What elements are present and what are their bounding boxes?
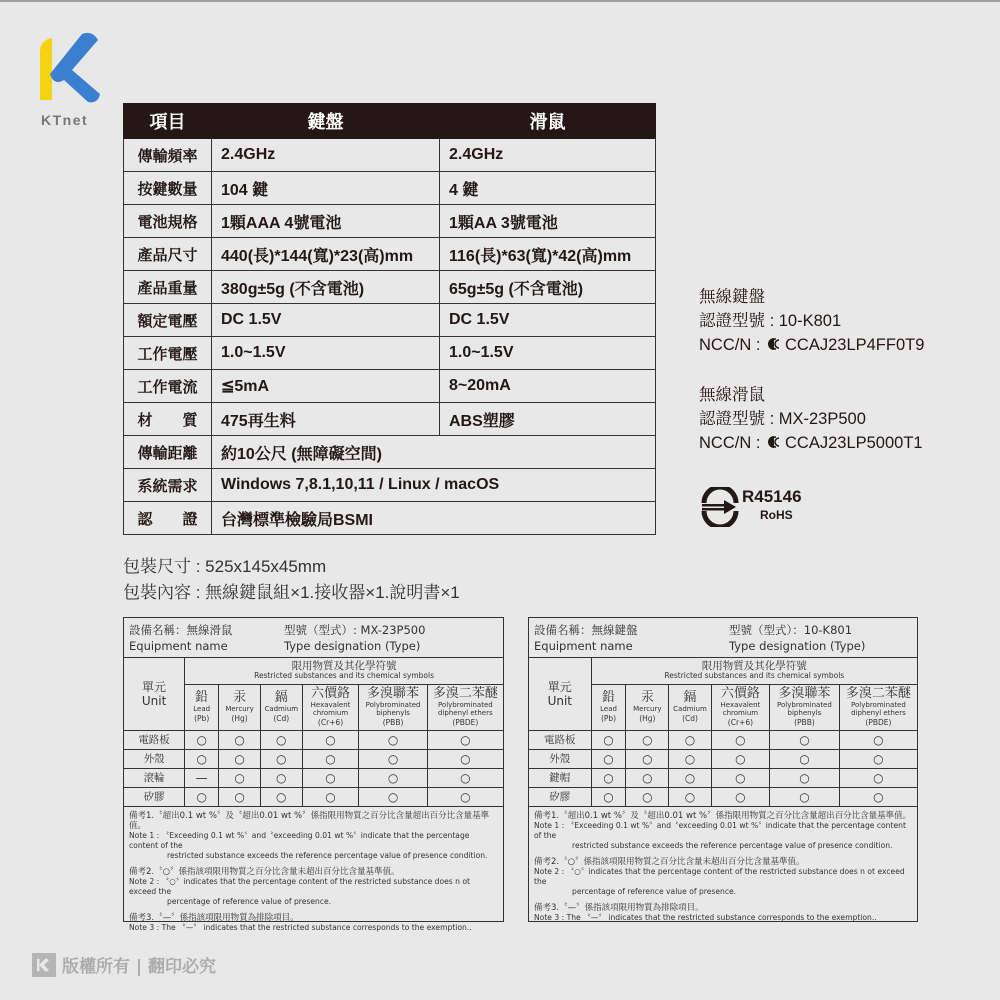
spec-mouse-value: 8~20mA [440, 370, 656, 403]
ncc-mark-icon [765, 435, 783, 449]
equipment-name-en: Equipment name [129, 639, 228, 653]
substance-en: Hexavalent chromium [720, 700, 761, 717]
rohs-mark: ○ [626, 768, 669, 787]
rohs-mark: ○ [427, 787, 503, 806]
rohs-mark: ○ [711, 730, 769, 749]
rohs-mark: ○ [185, 730, 219, 749]
footer-copyright [32, 952, 216, 977]
spec-keyboard-value: 380g±5g (不含電池) [212, 271, 440, 304]
rohs-mark: ○ [302, 787, 359, 806]
mouse-ncc-code: CCAJ23LP5000T1 [785, 434, 923, 452]
restricted-title [591, 658, 917, 684]
rohs-equipment-header [124, 618, 503, 658]
substance-en: Polybrominated biphenyls [365, 700, 421, 717]
restricted-title-cn: 限用物質及其化學符號 [291, 659, 397, 672]
substance-header [626, 684, 669, 730]
substance-cn: 汞 [640, 689, 654, 705]
spec-keyboard-value: DC 1.5V [212, 304, 440, 337]
spec-merged-value: 台灣標準檢驗局BSMI [212, 502, 656, 535]
mouse-cert-title: 無線滑鼠 [699, 386, 765, 404]
rohs-label: RoHS [760, 508, 793, 522]
rohs-mark: ○ [219, 787, 261, 806]
note1-en-cont: restricted substance exceeds the reference percentage value of presence condition. [572, 840, 893, 850]
bsmi-mark-icon [700, 487, 740, 527]
rohs-mark: ○ [839, 787, 917, 806]
substance-symbol: (Cr+6) [727, 717, 754, 727]
spec-mouse-value: 4 鍵 [440, 172, 656, 205]
header-item: 項目 [124, 104, 212, 139]
note2-cn: 備考2.〝○〞係指該項限用物質之百分比含量未超出百分比含量基準值。 [129, 866, 400, 877]
substance-symbol: (PBB) [382, 717, 404, 727]
note1-en: Note 1 : 〝Exceeding 0.1 wt %〞and〝exceeding 0.01 wt %〞indicate that the percentage content of the [534, 820, 906, 840]
k-logo-icon [32, 953, 56, 977]
note1-en: Note 1 : 〝Exceeding 0.1 wt %〞and〝exceeding 0.01 wt %〞indicate that the percentage content of the [129, 830, 470, 850]
substance-cn: 鎘 [683, 689, 697, 705]
substance-cn: 多溴二苯醚 [845, 685, 911, 701]
substance-en: Polybrominated biphenyls [777, 700, 832, 717]
note1-cn: 備考1.〝超出0.1 wt %〞及〝超出0.01 wt %〞係指限用物質之百分比含量超出百分比含量基準值。 [129, 810, 490, 831]
substance-header [669, 684, 712, 730]
spec-mouse-value: 1.0~1.5V [440, 337, 656, 370]
rohs-mark: ○ [427, 749, 503, 768]
spec-keyboard-value: 104 鍵 [212, 172, 440, 205]
restricted-title-en: Restricted substances and its chemical symbols [254, 670, 434, 680]
spec-row-merged [124, 436, 656, 469]
rohs-mark: ○ [185, 749, 219, 768]
rohs-row [529, 768, 917, 787]
spec-keyboard-value: 2.4GHz [212, 139, 440, 172]
rohs-substance-table [529, 658, 917, 807]
substance-header [770, 684, 840, 730]
unit-en: Unit [547, 693, 572, 708]
substance-symbol: (PBDE) [452, 717, 479, 727]
spec-label: 產品重量 [124, 271, 212, 304]
brand-name: KTnet [41, 112, 89, 128]
substance-header [359, 684, 427, 730]
spec-label: 系統需求 [124, 469, 212, 502]
substance-symbol: (Cr+6) [317, 717, 344, 727]
rohs-row [124, 749, 503, 768]
spec-header-row [124, 104, 656, 139]
top-border [0, 0, 1000, 2]
package-size: 包裝尺寸 : 525x145x45mm [123, 557, 327, 576]
mouse-cert-info [699, 383, 923, 455]
rohs-mark: — [185, 768, 219, 787]
note1-en-cont: restricted substance exceeds the reference percentage value of presence condition. [167, 850, 488, 860]
rohs-mark: ○ [626, 787, 669, 806]
unit-cn: 單元 [142, 679, 167, 694]
rohs-mark: ○ [770, 768, 840, 787]
ktnet-logo-icon [36, 30, 106, 105]
note3-cn: 備考3.〝—〞係指該項限用物質為排除項目。 [129, 912, 299, 923]
mouse-ncc [699, 431, 923, 455]
rohs-unit-label: 矽膠 [124, 787, 185, 806]
substance-en: Hexavalent chromium [310, 700, 351, 717]
rohs-mark: ○ [359, 730, 427, 749]
ncc-prefix: NCC/N : [699, 336, 765, 354]
package-contents: 包裝內容 : 無線鍵鼠組×1.接收器×1.說明書×1 [123, 583, 460, 602]
rohs-mark: ○ [669, 730, 712, 749]
spec-mouse-value: 1顆AA 3號電池 [440, 205, 656, 238]
substance-en: Cadmium [264, 704, 299, 713]
keyboard-cert-info [699, 285, 924, 357]
spec-merged-value: 約10公尺 (無障礙空間) [212, 436, 656, 469]
spec-label: 傳輸距離 [124, 436, 212, 469]
substance-en: Lead [193, 704, 211, 713]
rohs-mark: ○ [626, 730, 669, 749]
restricted-title-en: Restricted substances and its chemical symbols [664, 670, 845, 680]
note2-cn: 備考2.〝○〞係指該項限用物質之百分比含量未超出百分比含量基準值。 [534, 856, 805, 867]
rohs-notes [124, 807, 503, 937]
keyboard-ncc-code: CCAJ23LP4FF0T9 [785, 336, 925, 354]
spec-row [124, 172, 656, 205]
spec-label: 產品尺寸 [124, 238, 212, 271]
substance-symbol: (Cd) [273, 713, 290, 723]
rohs-mark: ○ [711, 749, 769, 768]
spec-label: 傳輸頻率 [124, 139, 212, 172]
restricted-title [185, 658, 503, 684]
header-mouse: 滑鼠 [440, 104, 656, 139]
rohs-mark: ○ [219, 768, 261, 787]
rohs-row [124, 768, 503, 787]
rohs-row [529, 787, 917, 806]
rohs-mark: ○ [185, 787, 219, 806]
spec-row [124, 403, 656, 436]
substance-cn: 六價鉻 [311, 685, 351, 701]
spec-mouse-value: ABS塑膠 [440, 403, 656, 436]
spec-row [124, 238, 656, 271]
spec-keyboard-value: 1顆AAA 4號電池 [212, 205, 440, 238]
mouse-cert-model: 認證型號 : MX-23P500 [699, 410, 866, 428]
keyboard-cert-title: 無線鍵盤 [699, 288, 765, 306]
bsmi-code: R45146 [742, 487, 802, 506]
spec-row [124, 205, 656, 238]
rohs-mark: ○ [302, 749, 359, 768]
substance-symbol: (Pb) [194, 713, 210, 723]
rohs-unit-label: 電路板 [124, 730, 185, 749]
rohs-mark: ○ [260, 768, 302, 787]
substance-en: Polybrominated diphenyl ethers [437, 700, 493, 717]
footer-text: 版權所有 | 翻印必究 [62, 957, 217, 977]
rohs-equipment-header [529, 618, 917, 658]
rohs-mark: ○ [626, 749, 669, 768]
spec-row-merged [124, 469, 656, 502]
spec-mouse-value: DC 1.5V [440, 304, 656, 337]
rohs-mark: ○ [359, 768, 427, 787]
rohs-mark: ○ [770, 749, 840, 768]
spec-mouse-value: 2.4GHz [440, 139, 656, 172]
header-keyboard: 鍵盤 [212, 104, 440, 139]
unit-en: Unit [141, 693, 167, 708]
spec-row [124, 337, 656, 370]
rohs-mark: ○ [770, 787, 840, 806]
rohs-unit-label: 滾輪 [124, 768, 185, 787]
type-designation-en: Type designation (Type) [729, 639, 866, 653]
substance-en: Lead [600, 704, 617, 713]
type-designation-cn: 型號（型式）：10-K801 [729, 623, 853, 637]
type-designation-cn: 型號（型式）: MX-23P500 [284, 623, 426, 637]
substance-header [260, 684, 302, 730]
spec-label: 按鍵數量 [124, 172, 212, 205]
rohs-mark: ○ [711, 787, 769, 806]
substance-symbol: (Pb) [600, 713, 617, 723]
substance-cn: 鉛 [195, 689, 209, 705]
rohs-mark: ○ [711, 768, 769, 787]
restricted-title-cn: 限用物質及其化學符號 [701, 659, 807, 672]
substance-cn: 鉛 [602, 689, 616, 705]
substance-cn: 多溴二苯醚 [432, 685, 498, 701]
rohs-mark: ○ [591, 787, 626, 806]
substance-header [427, 684, 503, 730]
substance-cn: 六價鉻 [720, 685, 760, 701]
spec-mouse-value: 116(長)*63(寬)*42(高)mm [440, 238, 656, 271]
rohs-mark: ○ [669, 787, 712, 806]
rohs-mark: ○ [770, 730, 840, 749]
substance-cn: 鎘 [274, 689, 288, 705]
rohs-mark: ○ [427, 768, 503, 787]
rohs-table-mouse [123, 617, 504, 932]
spec-keyboard-value: ≦5mA [212, 370, 440, 403]
unit-header [529, 658, 591, 730]
rohs-row [529, 730, 917, 749]
rohs-table-keyboard [528, 617, 918, 922]
note2-en-cont: percentage of reference value of presence. [572, 886, 737, 896]
note3-en: Note 3 : The 〝—〞 indicates that the restricted substance corresponds to the exemption.. [534, 912, 877, 922]
spec-label: 工作電壓 [124, 337, 212, 370]
substance-symbol: (Hg) [639, 713, 656, 723]
spec-row [124, 370, 656, 403]
substance-cn: 多溴聯苯 [778, 685, 831, 701]
spec-row [124, 271, 656, 304]
rohs-mark: ○ [839, 768, 917, 787]
equipment-name-cn: 設備名稱：無線滑鼠 [129, 623, 233, 637]
substance-cn: 汞 [233, 689, 247, 705]
rohs-mark: ○ [260, 749, 302, 768]
spec-keyboard-value: 1.0~1.5V [212, 337, 440, 370]
substance-cn: 多溴聯苯 [367, 685, 420, 701]
rohs-mark: ○ [591, 749, 626, 768]
spec-label: 工作電流 [124, 370, 212, 403]
rohs-row [124, 730, 503, 749]
substance-header [219, 684, 261, 730]
rohs-mark: ○ [260, 730, 302, 749]
substance-en: Mercury [633, 704, 662, 713]
rohs-unit-label: 矽膠 [529, 787, 591, 806]
spec-mouse-value: 65g±5g (不含電池) [440, 271, 656, 304]
substance-header [591, 684, 626, 730]
ncc-mark-icon [765, 337, 783, 351]
note2-en-cont: percentage of reference value of presence. [167, 896, 332, 906]
note3-cn: 備考3.〝—〞係指該項限用物質為排除項目。 [534, 902, 704, 913]
rohs-mark: ○ [427, 730, 503, 749]
type-designation-en: Type designation (Type) [284, 639, 421, 653]
substance-en: Polybrominated diphenyl ethers [851, 700, 906, 717]
substance-symbol: (PBDE) [865, 717, 892, 727]
rohs-mark: ○ [302, 730, 359, 749]
spec-label: 電池規格 [124, 205, 212, 238]
note2-en: Note 2 : 〝○〞indicates that the percentage content of the restricted substance does n ot exceed the [129, 876, 471, 896]
unit-header [124, 658, 185, 730]
rohs-mark: ○ [219, 749, 261, 768]
substance-header [839, 684, 917, 730]
rohs-mark: ○ [591, 730, 626, 749]
spec-table [123, 103, 656, 535]
rohs-row [124, 787, 503, 806]
rohs-unit-label: 外殼 [124, 749, 185, 768]
rohs-mark: ○ [669, 749, 712, 768]
rohs-unit-label: 電路板 [529, 730, 591, 749]
spec-row [124, 304, 656, 337]
ncc-prefix: NCC/N : [699, 434, 765, 452]
spec-row-merged [124, 502, 656, 535]
substance-en: Mercury [225, 704, 254, 713]
substance-en: Cadmium [673, 704, 707, 713]
spec-row [124, 139, 656, 172]
substance-header [711, 684, 769, 730]
spec-label: 認 證 [124, 502, 212, 535]
spec-merged-value: Windows 7,8.1,10,11 / Linux / macOS [212, 469, 656, 502]
rohs-row [529, 749, 917, 768]
spec-keyboard-value: 440(長)*144(寬)*23(高)mm [212, 238, 440, 271]
spec-label: 額定電壓 [124, 304, 212, 337]
rohs-mark: ○ [839, 749, 917, 768]
unit-cn: 單元 [547, 679, 572, 694]
rohs-unit-label: 鍵帽 [529, 768, 591, 787]
rohs-substance-table [124, 658, 503, 807]
rohs-mark: ○ [260, 787, 302, 806]
substance-header [302, 684, 359, 730]
equipment-name-en: Equipment name [534, 639, 633, 653]
rohs-mark: ○ [591, 768, 626, 787]
keyboard-ncc [699, 333, 924, 357]
rohs-notes [529, 807, 917, 927]
rohs-mark: ○ [839, 730, 917, 749]
equipment-name-cn: 設備名稱：無線鍵盤 [534, 623, 638, 637]
rohs-mark: ○ [669, 768, 712, 787]
rohs-unit-label: 外殼 [529, 749, 591, 768]
substance-symbol: (Cd) [682, 713, 698, 723]
rohs-mark: ○ [219, 730, 261, 749]
spec-keyboard-value: 475再生料 [212, 403, 440, 436]
note3-en: Note 3 : The 〝—〞 indicates that the restricted substance corresponds to the exemption.. [129, 922, 472, 932]
substance-symbol: (Hg) [231, 713, 248, 723]
rohs-mark: ○ [302, 768, 359, 787]
note1-cn: 備考1.〝超出0.1 wt %〞及〝超出0.01 wt %〞係指限用物質之百分比含量超出百分比含量基準值。 [534, 810, 912, 821]
note2-en: Note 2 : 〝○〞indicates that the percentage content of the restricted substance does n ot exceed the [534, 866, 905, 886]
keyboard-cert-model: 認證型號 : 10-K801 [699, 312, 842, 330]
substance-header [185, 684, 219, 730]
rohs-mark: ○ [359, 787, 427, 806]
spec-label: 材 質 [124, 403, 212, 436]
substance-symbol: (PBB) [794, 717, 815, 727]
rohs-mark: ○ [359, 749, 427, 768]
